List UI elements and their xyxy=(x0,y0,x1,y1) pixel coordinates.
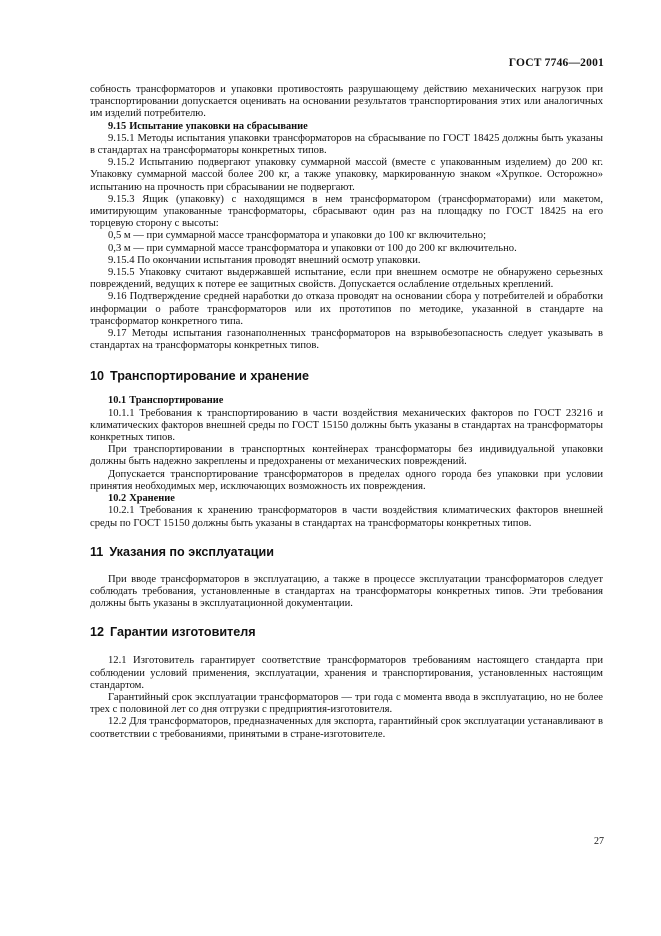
paragraph-9-15-3: 9.15.3 Ящик (упаковку) с находящимся в нем трансформатором (трансформаторами) или макетом, имитирующим упакованные трансформаторы, сбрасывают один раз на площадку по ГОСТ 18425 на его торцевую сторону с высоты: xyxy=(90,193,603,230)
subheading-number: 10.2 xyxy=(108,493,127,505)
document-header: ГОСТ 7746—2001 xyxy=(508,57,604,69)
paragraph-10-1-1: 10.1.1 Требования к транспортированию в части воздействия механических факторов по ГОСТ 23216 и климатических факторов внешней среды по ГОСТ 15150 должны быть указаны в стандартах на трансформаторы конкретных типов. xyxy=(90,407,603,444)
page-number: 27 xyxy=(594,836,604,847)
subheading-title: Транспортирование xyxy=(129,395,224,407)
section-number: 10 xyxy=(90,369,105,384)
section-number: 12 xyxy=(90,625,105,640)
paragraph-9-15-1: 9.15.1 Методы испытания упаковки трансформаторов на сбрасывание по ГОСТ 18425 должны быть указаны в стандартах на трансформаторы конкретных типов. xyxy=(90,132,603,157)
paragraph-9-15-4: 9.15.4 По окончании испытания проводят внешний осмотр упаковки. xyxy=(108,254,421,266)
paragraph-9-15-2: 9.15.2 Испытанию подвергают упаковку суммарной массой (вместе с упакованным изделием) до 200 кг. Упаковку суммарной массой более 200 кг, а также упаковку, маркированную знаком «Хрупкое. Осторожно» испытанию на прочность при сбрасывании не подвергают. xyxy=(90,157,603,193)
paragraph-10-1-1-containers: При транспортировании в транспортных контейнерах трансформаторы без индивидуальной упаковки должны быть надежно закреплены и предохранены от механических повреждений. xyxy=(90,444,603,468)
section-heading-10 xyxy=(90,369,603,384)
list-item-height-03: 0,3 м — при суммарной массе трансформатора и упаковки от 100 до 200 кг включительно. xyxy=(108,242,517,254)
section-title: Указания по эксплуатации xyxy=(109,544,275,559)
paragraph-12-1: 12.1 Изготовитель гарантирует соответствие трансформаторов требованиям настоящего стандарта при соблюдении условий применения, эксплуатации, хранения и транспортирования, установленных настоящим стандартом. xyxy=(90,655,603,691)
subheading-10-1 xyxy=(108,395,603,407)
section-heading-11 xyxy=(90,545,603,560)
paragraph-12-2: 12.2 Для трансформаторов, предназначенных для экспорта, гарантийный срок эксплуатации устанавливают в соответствии с требованиями, принятыми в стране-изготовителе. xyxy=(90,716,603,740)
section-number: 11 xyxy=(90,544,104,559)
section-heading-12 xyxy=(90,625,603,640)
paragraph-10-1-1-city: Допускается транспортирование трансформаторов в пределах одного города без упаковки при условии принятия необходимых мер, исключающих возможность их повреждения. xyxy=(90,468,603,492)
paragraph-9-15-5: 9.15.5 Упаковку считают выдержавшей испытание, если при внешнем осмотре не обнаружено серьезных повреждений, ведущих к потере ее защитных свойств. Допускается ослабление отдельных креплений. xyxy=(90,267,603,291)
subheading-title: Хранение xyxy=(129,493,175,505)
paragraph-continuation: собность трансформаторов и упаковки противостоять разрушающему действию механических нагрузок при транспортировании допускается оценивать на основании результатов транспортирования этих или аналогичных им изделий потребителю. xyxy=(90,84,603,120)
paragraph-9-16: 9.16 Подтверждение средней наработки до отказа проводят на основании сбора у потребителей и обработки информации о работе трансформаторов или их прототипов по методике, указанной в стандарте на трансформатор конкретного типа. xyxy=(90,291,603,327)
subheading-title: Испытание упаковки на сбрасывание xyxy=(129,120,308,132)
paragraph-12-1-warranty: Гарантийный срок эксплуатации трансформаторов — три года с момента ввода в эксплуатацию, но не более трех с половиной лет со дня отгрузки с предприятия-изготовителя. xyxy=(90,691,603,716)
paragraph-9-17: 9.17 Методы испытания газонаполненных трансформаторов на взрывобезопасность следует указывать в стандартах на трансформаторы конкретных типов. xyxy=(90,328,603,352)
paragraph-11: При вводе трансформаторов в эксплуатацию, а также в процессе эксплуатации трансформаторов следует соблюдать требования, установленные в стандартах на трансформаторы конкретных типов. Эти требования должны быть указаны в эксплуатационной документации. xyxy=(90,573,603,610)
subheading-number: 9.15 xyxy=(108,120,127,132)
list-item-height-05: 0,5 м — при суммарной массе трансформатора и упаковки до 100 кг включительно; xyxy=(108,230,487,242)
subheading-9-15 xyxy=(108,121,603,133)
section-title: Гарантии изготовителя xyxy=(110,625,256,640)
paragraph-10-2-1: 10.2.1 Требования к хранению трансформаторов в части воздействия климатических факторов внешней среды по ГОСТ 15150 должны быть указаны в стандартах на трансформаторы конкретных типов. xyxy=(90,505,603,529)
page-body xyxy=(90,84,603,741)
subheading-10-2 xyxy=(108,493,603,505)
subheading-number: 10.1 xyxy=(108,395,127,407)
section-title: Транспортирование и хранение xyxy=(110,369,309,384)
